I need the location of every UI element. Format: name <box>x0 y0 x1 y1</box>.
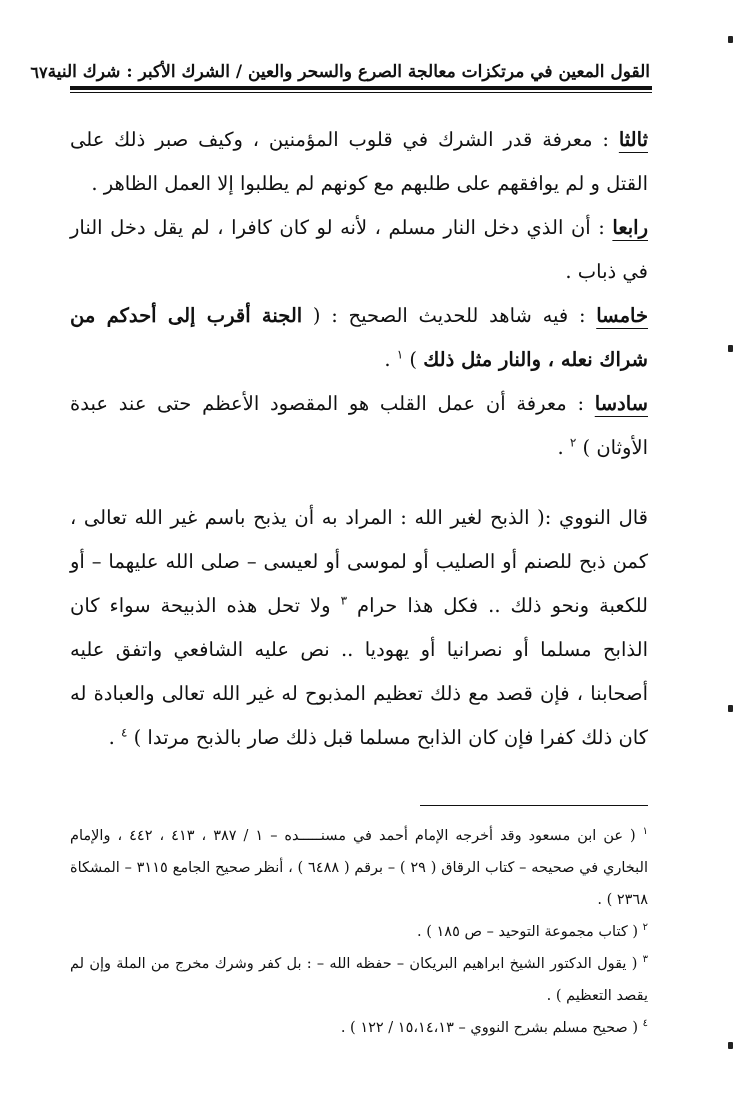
footnote <box>70 916 648 948</box>
point-text: : معرفة أن عمل القلب هو المقصود الأعظم حتى عند عبدة الأوثان ) <box>70 392 648 459</box>
footnote-text: ( يقول الدكتور الشيخ ابراهيم البريكان – حفظه الله – : بل كفر وشرك مخرج من الملة وإن لم يقصد التعظيم ) . <box>70 956 648 1004</box>
footnote <box>70 948 648 1012</box>
main-text <box>70 118 648 760</box>
point-sixth <box>70 382 648 470</box>
footnote-separator <box>420 805 648 806</box>
point-text: : فيه شاهد للحديث الصحيح : ( <box>302 304 597 327</box>
point-text-after: ) <box>403 348 424 371</box>
footnote <box>70 1012 648 1044</box>
running-title: القول المعين في مرتكزات معالجة الصرع والسحر والعين / الشرك الأكبر : شرك النية <box>47 62 650 82</box>
footnote-ref[interactable]: ٣ <box>340 593 348 608</box>
footnote-number: ١ <box>642 826 649 838</box>
footnote-text: ( كتاب مجموعة التوحيد – ص ١٨٥ ) . <box>417 924 639 940</box>
footnote <box>70 820 648 916</box>
scan-edge-mark <box>728 36 733 43</box>
footnotes <box>70 820 648 1044</box>
page-header <box>30 42 650 82</box>
point-fourth <box>70 206 648 294</box>
scan-edge-mark <box>728 1042 733 1049</box>
point-fifth <box>70 294 648 382</box>
footnote-ref[interactable]: ٤ <box>120 725 128 740</box>
footnote-ref[interactable]: ١ <box>396 347 404 362</box>
quote-end: . <box>108 726 121 749</box>
point-text: : أن الذي دخل النار مسلم ، لأنه لو كان كافرا ، لم يقل دخل النار في ذباب . <box>70 216 648 283</box>
footnote-number: ٢ <box>642 922 648 934</box>
point-end: . <box>384 348 397 371</box>
nawawi-quote <box>70 496 648 760</box>
quote-text: قال النووي :( الذبح لغير الله : المراد به أن يذبح باسم غير الله تعالى ، كمن ذبح للصنم أو الصليب أو لموسى أو لعيسى – صلى الله عليهما – أو للكعبة ونحو ذلك .. فكل هذا حرام <box>70 506 648 617</box>
quote-text: ولا تحل هذه الذبيحة سواء كان الذابح مسلما أو نصرانيا أو يهوديا .. نص عليه الشافعي واتفق عليه أصحابنا ، فإن قصد مع ذلك تعظيم المذبوح له غير الله تعالى والعبادة له كان ذلك كفرا فإن كان الذابح مسلما قبل ذلك صار بالذبح مرتدا ) <box>70 594 648 749</box>
footnote-text: ( صحيح مسلم بشرح النووي – ١٥،١٤،١٣ / ١٢٢ ) . <box>340 1020 639 1036</box>
point-label: رابعا <box>612 216 648 239</box>
point-label: ثالثا <box>618 128 648 151</box>
page-number: ٦٧ <box>30 63 48 82</box>
point-label: سادسا <box>594 392 648 415</box>
point-third <box>70 118 648 206</box>
scan-edge-mark <box>728 345 733 352</box>
scan-edge-mark <box>728 705 733 712</box>
footnote-number: ٣ <box>642 954 648 966</box>
point-label: خامسا <box>596 304 649 327</box>
header-rule-thick <box>70 86 652 90</box>
point-end: . <box>557 436 570 459</box>
footnote-ref[interactable]: ٢ <box>569 435 577 450</box>
paragraph-spacer <box>70 470 648 496</box>
hadith-quote: الجنة أقرب إلى أحدكم من شراك نعله ، والنار مثل ذلك <box>70 304 648 371</box>
header-rule-thin <box>70 92 652 93</box>
point-text: : معرفة قدر الشرك في قلوب المؤمنين ، وكيف صبر ذلك على القتل و لم يوافقهم على طلبهم مع كونهم لم يطلبوا إلا العمل الظاهر . <box>70 128 648 195</box>
footnote-number: ٤ <box>642 1018 648 1030</box>
footnote-text: ( عن ابن مسعود وقد أخرجه الإمام أحمد في مسنـــــده – ١ / ٣٨٧ ، ٤١٣ ، ٤٤٢ ، والإمام البخاري في صحيحه – كتاب الرقاق ( ٢٩ ) – برقم ( ٦٤٨٨ ) ، أنظر صحيح الجامع ٣١١٥ – المشكاة ٢٣٦٨ ) . <box>70 828 648 908</box>
